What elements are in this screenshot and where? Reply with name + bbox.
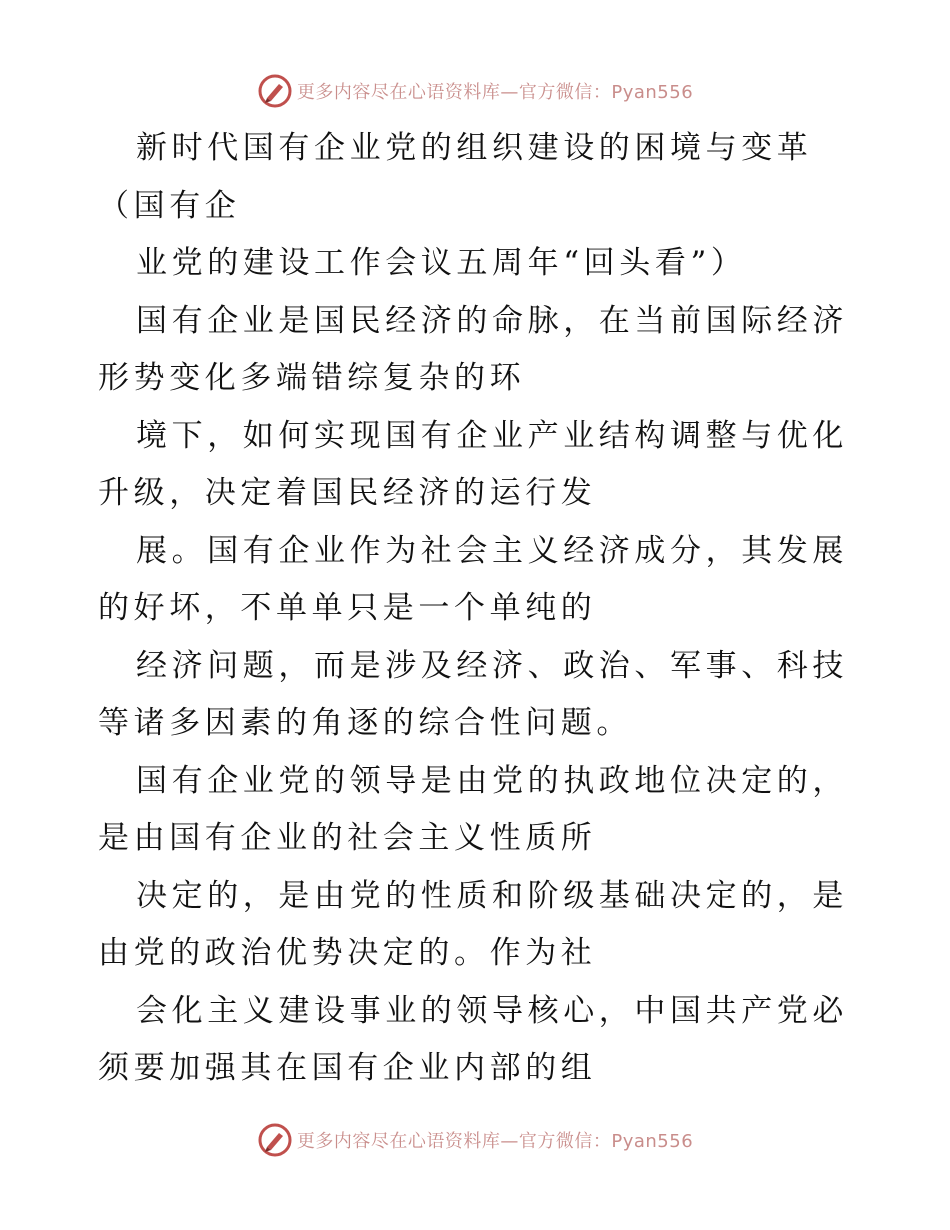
- paragraph-6: 决定的，是由党的性质和阶级基础决定的，是由党的政治优势决定的。作为社: [98, 877, 848, 971]
- document-body: [98, 120, 850, 1098]
- paragraph-7: 会化主义建设事业的领导核心，中国共产党必须要加强其在国有企业内部的组: [98, 992, 848, 1086]
- document-title-line-2: 业党的建设工作会议五周年“回头看”）: [136, 245, 747, 281]
- paragraph-3: 展。国有企业作为社会主义经济成分，其发展的好坏，不单单只是一个单纯的: [98, 532, 848, 626]
- circle-pen-logo-icon: [257, 73, 293, 109]
- paragraph-1: 国有企业是国民经济的命脉，在当前国际经济形势变化多端错综复杂的环: [98, 302, 848, 396]
- paragraph-4: 经济问题，而是涉及经济、政治、军事、科技等诸多因素的角逐的综合性问题。: [98, 647, 848, 741]
- paragraph-5: 国有企业党的领导是由党的执政地位决定的，是由国有企业的社会主义性质所: [98, 762, 848, 856]
- paragraph-2: 境下，如何实现国有企业产业结构调整与优化升级，决定着国民经济的运行发: [98, 417, 848, 511]
- circle-pen-logo-icon: [257, 1122, 293, 1158]
- footer-banner: [0, 1118, 950, 1162]
- footer-banner-text: 更多内容尽在心语资料库—官方微信：Pyan556: [296, 1131, 694, 1152]
- document-title-line-1: 新时代国有企业党的组织建设的困境与变革（国有企: [98, 130, 813, 224]
- header-banner: [0, 69, 950, 113]
- header-banner-text: 更多内容尽在心语资料库—官方微信：Pyan556: [296, 82, 694, 103]
